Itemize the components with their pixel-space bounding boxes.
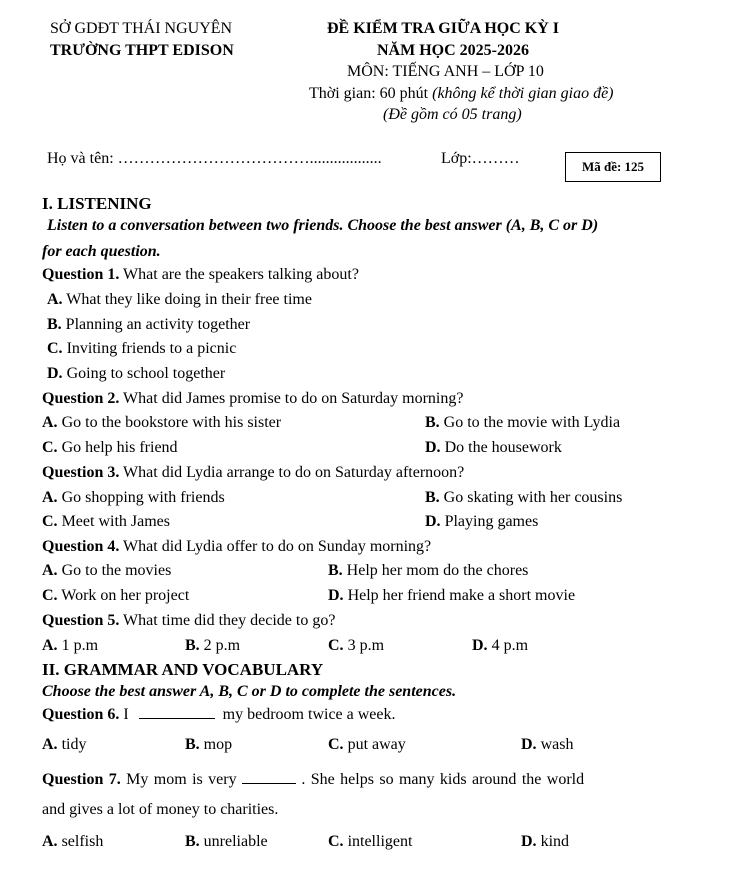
answer-blank	[139, 704, 215, 719]
option-letter: A.	[42, 637, 58, 654]
question-text: What did James promise to do on Saturday morning?	[119, 390, 464, 407]
time-text: Thời gian: 60 phút	[309, 85, 433, 102]
option-text: tidy	[57, 736, 87, 753]
q7-option-a	[42, 833, 103, 851]
option-letter: D.	[521, 736, 537, 753]
question-text: What did Lydia arrange to do on Saturday afternoon?	[119, 464, 465, 481]
question-5	[42, 612, 335, 630]
school-year: NĂM HỌC 2025-2026	[377, 42, 529, 59]
option-letter: C.	[42, 513, 58, 530]
question-1	[42, 266, 359, 284]
question-text: What did Lydia offer to do on Sunday morning?	[119, 538, 432, 555]
option-text: unreliable	[199, 833, 268, 850]
listening-instruction-line2: for each question.	[42, 243, 161, 260]
option-letter: C.	[42, 587, 58, 604]
option-text: Help her friend make a short movie	[343, 587, 576, 604]
section-grammar-title: II. GRAMMAR AND VOCABULARY	[42, 660, 324, 679]
option-text: Go skating with her cousins	[439, 489, 623, 506]
option-letter: A.	[42, 562, 58, 579]
question-2	[42, 390, 463, 408]
q1-option-c	[47, 340, 236, 358]
option-letter: A.	[47, 291, 63, 308]
q5-option-a	[42, 637, 98, 655]
option-text: Meet with James	[57, 513, 170, 530]
q4-option-d	[328, 587, 575, 605]
exam-code-box: Mã đề: 125	[565, 152, 661, 182]
question-3	[42, 464, 464, 482]
q4-option-b	[328, 562, 528, 580]
q7-option-b	[185, 833, 268, 851]
answer-blank	[242, 769, 296, 784]
question-label: Question 2.	[42, 390, 120, 407]
q3-option-d	[425, 513, 538, 531]
q3-option-a	[42, 489, 225, 507]
option-text: put away	[343, 736, 406, 753]
subject-line: MÔN: TIẾNG ANH – LỚP 10	[347, 63, 544, 80]
option-letter: B.	[425, 489, 440, 506]
question-text: I	[119, 706, 133, 723]
option-text: 2 p.m	[199, 637, 241, 654]
option-text: wash	[536, 736, 574, 753]
q4-option-c	[42, 587, 189, 605]
question-7	[42, 769, 584, 789]
question-text-end: . She helps so many kids around the world	[295, 771, 585, 788]
question-text: My mom is very	[120, 771, 242, 788]
q5-option-b	[185, 637, 240, 655]
section-listening-title: I. LISTENING	[42, 194, 152, 213]
question-label: Question 1.	[42, 266, 120, 283]
q6-option-c	[328, 736, 406, 754]
time-line	[309, 85, 614, 103]
option-letter: D.	[425, 439, 441, 456]
question-label: Question 4.	[42, 538, 120, 555]
question-label: Question 6.	[42, 706, 120, 723]
option-text: Do the housework	[440, 439, 562, 456]
question-text-end: my bedroom twice a week.	[218, 706, 396, 723]
q5-option-d	[472, 637, 528, 655]
question-label: Question 3.	[42, 464, 120, 481]
q2-option-b	[425, 414, 620, 432]
option-letter: C.	[42, 439, 58, 456]
option-text: selfish	[57, 833, 104, 850]
q4-option-a	[42, 562, 171, 580]
q2-option-d	[425, 439, 562, 457]
option-text: Help her mom do the chores	[342, 562, 529, 579]
question-7-line2: and gives a lot of money to charities.	[42, 801, 279, 818]
q2-option-c	[42, 439, 178, 457]
option-text: Go help his friend	[57, 439, 178, 456]
option-text: Go shopping with friends	[57, 489, 225, 506]
option-text: Going to school together	[62, 365, 226, 382]
option-text: kind	[536, 833, 570, 850]
school-name: TRƯỜNG THPT EDISON	[50, 42, 234, 59]
pages-note: (Đề gồm có 05 trang)	[383, 106, 522, 123]
option-text: Go to the movies	[57, 562, 172, 579]
option-text: mop	[199, 736, 233, 753]
option-letter: A.	[42, 414, 58, 431]
q6-option-a	[42, 736, 86, 754]
exam-title: ĐỀ KIỂM TRA GIỮA HỌC KỲ I	[327, 20, 560, 37]
option-text: 1 p.m	[57, 637, 99, 654]
q7-option-c	[328, 833, 412, 851]
option-text: 3 p.m	[343, 637, 385, 654]
q2-option-a	[42, 414, 281, 432]
question-label: Question 7.	[42, 771, 121, 788]
q5-option-c	[328, 637, 384, 655]
q3-option-b	[425, 489, 622, 507]
option-text: Go to the movie with Lydia	[439, 414, 621, 431]
option-text: Go to the bookstore with his sister	[57, 414, 282, 431]
option-letter: D.	[328, 587, 344, 604]
option-text: Inviting friends to a picnic	[62, 340, 237, 357]
time-note: (không kể thời gian giao đề)	[432, 85, 614, 102]
question-6	[42, 704, 396, 724]
option-letter: C.	[328, 736, 344, 753]
option-letter: C.	[328, 637, 344, 654]
question-text: What are the speakers talking about?	[119, 266, 359, 283]
option-letter: B.	[425, 414, 440, 431]
question-label: Question 5.	[42, 612, 120, 629]
q7-option-d	[521, 833, 569, 851]
department-name: SỞ GDĐT THÁI NGUYÊN	[50, 20, 233, 37]
option-letter: B.	[185, 736, 200, 753]
q6-option-b	[185, 736, 232, 754]
question-text: What time did they decide to go?	[119, 612, 336, 629]
option-letter: B.	[328, 562, 343, 579]
option-text: intelligent	[343, 833, 413, 850]
option-letter: D.	[472, 637, 488, 654]
option-text: Playing games	[440, 513, 539, 530]
option-letter: D.	[521, 833, 537, 850]
option-letter: B.	[47, 316, 62, 333]
option-letter: B.	[185, 833, 200, 850]
q6-option-d	[521, 736, 573, 754]
q1-option-a	[47, 291, 312, 309]
listening-instruction-line1: Listen to a conversation between two friends. Choose the best answer (A, B, C or D)	[47, 217, 599, 234]
question-4	[42, 538, 431, 556]
option-letter: C.	[328, 833, 344, 850]
q1-option-b	[47, 316, 250, 334]
option-letter: D.	[425, 513, 441, 530]
option-text: 4 p.m	[487, 637, 529, 654]
option-letter: D.	[47, 365, 63, 382]
student-class-field: Lớp:………	[441, 150, 520, 167]
option-letter: B.	[185, 637, 200, 654]
option-letter: A.	[42, 736, 58, 753]
q3-option-c	[42, 513, 170, 531]
option-text: Planning an activity together	[61, 316, 251, 333]
grammar-instruction: Choose the best answer A, B, C or D to complete the sentences.	[42, 683, 457, 700]
option-letter: C.	[47, 340, 63, 357]
option-text: Work on her project	[57, 587, 190, 604]
option-letter: A.	[42, 833, 58, 850]
student-name-field: Họ và tên: ………………………………..................	[47, 150, 382, 167]
option-letter: A.	[42, 489, 58, 506]
q1-option-d	[47, 365, 225, 383]
option-text: What they like doing in their free time	[62, 291, 312, 308]
